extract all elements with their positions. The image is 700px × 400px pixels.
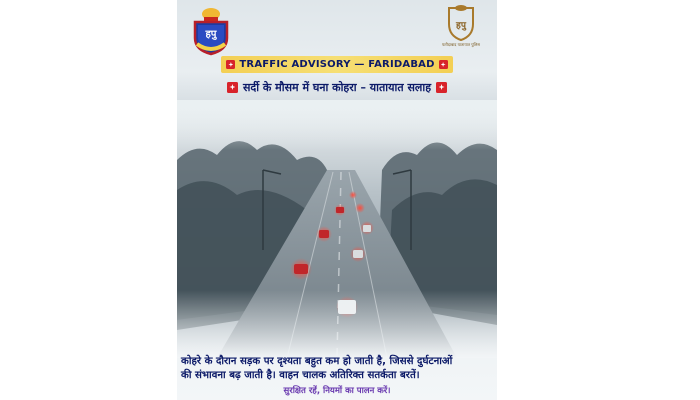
banner-title: TRAFFIC ADVISORY — FARIDABAD [239, 59, 435, 70]
haryana-police-badge-logo [185, 4, 237, 56]
advisory-body [181, 355, 495, 383]
siren-icon [436, 82, 447, 93]
right-logo-text: हपु [456, 21, 466, 31]
left-logo-text: हपु [205, 29, 217, 40]
siren-icon [227, 82, 238, 93]
subtitle-text: सर्दी के मौसम में घना कोहरा – यातायात सलाह [242, 80, 432, 94]
faridabad-traffic-police-logo [433, 4, 489, 56]
advisory-banner [221, 56, 453, 73]
body-line-1: कोहरे के दौरान सड़क पर दृश्यता बहुत कम हो जाती है, जिससे दुर्घटनाओं [181, 356, 453, 367]
right-logo-caption: फरीदाबाद यातायात पुलिस [442, 42, 480, 47]
siren-icon [439, 60, 448, 69]
siren-icon [226, 60, 235, 69]
advisory-subtitle [191, 78, 483, 96]
foggy-road-photo [177, 100, 497, 358]
safety-slogan: सुरक्षित रहें, नियमों का पालन करें। [283, 386, 391, 396]
body-line-2: की संभावना बढ़ जाती है। वाहन चालक अतिरिक्त सतर्कता बरतें। [181, 370, 420, 381]
traffic-advisory-poster [177, 0, 497, 400]
